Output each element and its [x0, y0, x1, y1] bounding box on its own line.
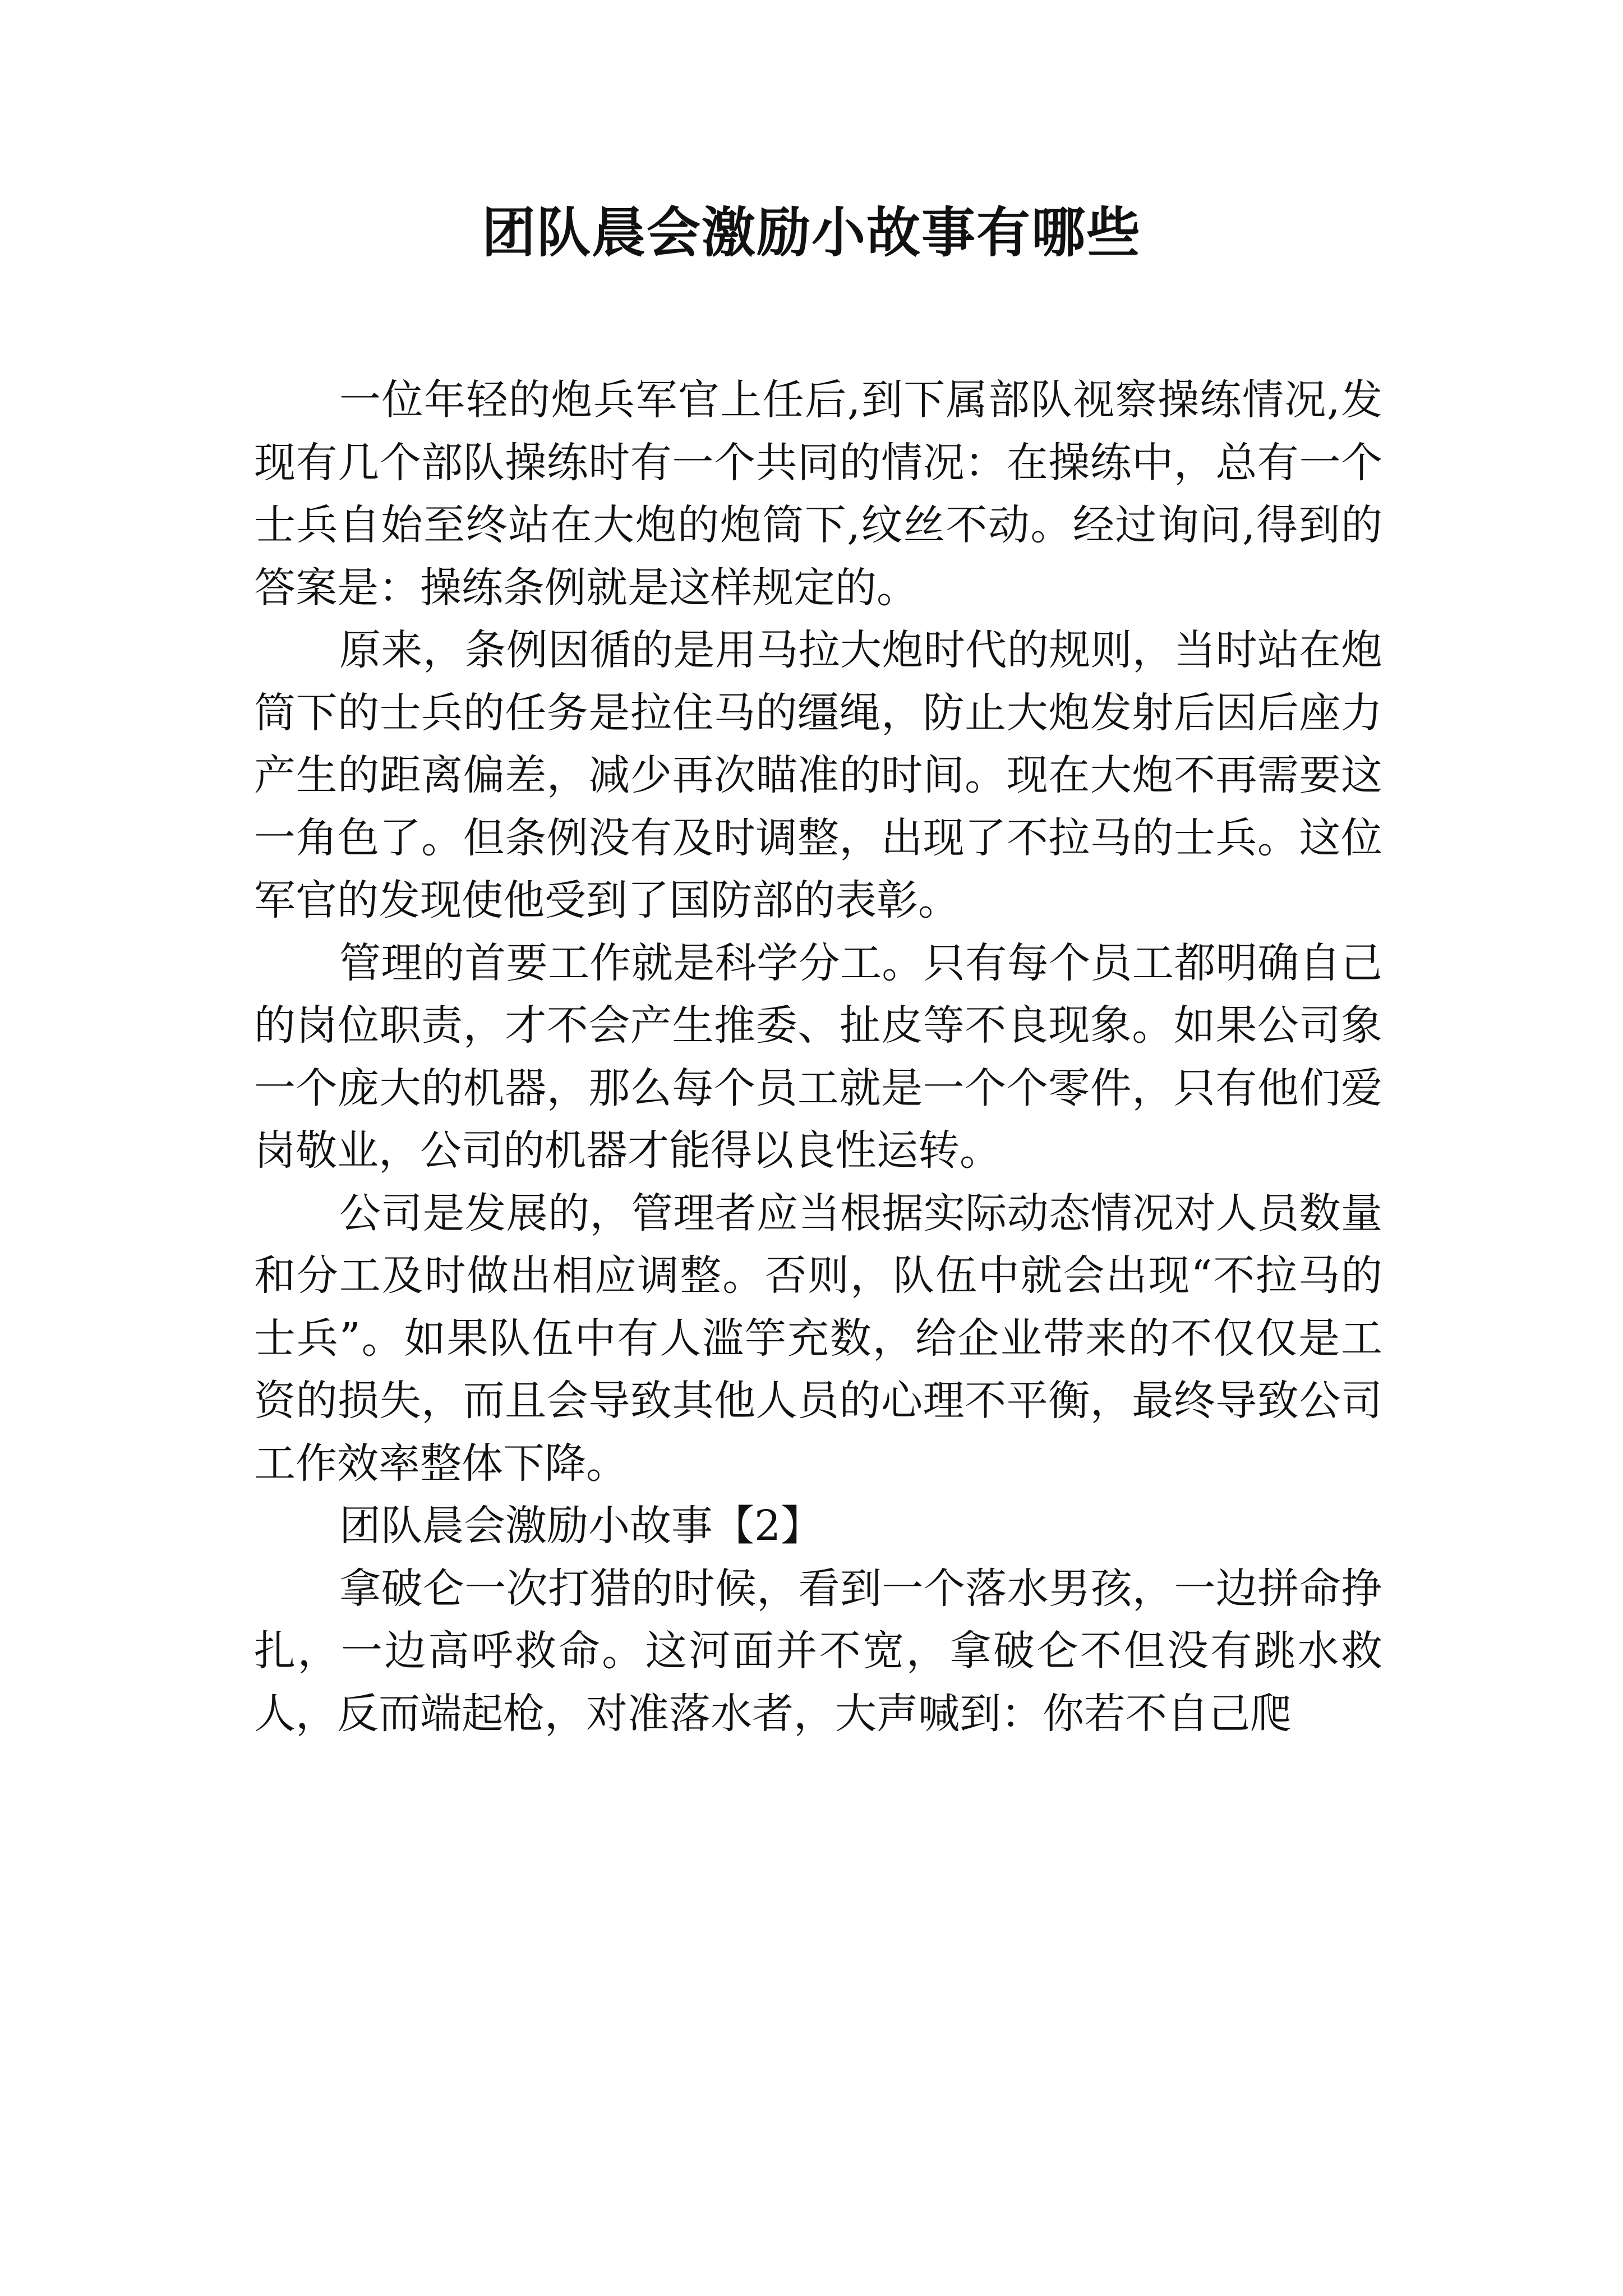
paragraph: 管理的首要工作就是科学分工。只有每个员工都明确自己的岗位职责，才不会产生推委、扯皮等不良现象。如果公司象一个庞大的机器，那么每个员工就是一个个零件，只有他们爱岗敬业，公司的机器才能得以良性运转。 — [254, 938, 1382, 1175]
paragraph: 拿破仑一次打猎的时候，看到一个落水男孩，一边拼命挣扎，一边高呼救命。这河面并不宽，拿破仑不但没有跳水救人，反而端起枪，对准落水者，大声喊到：你若不自己爬 — [254, 1564, 1382, 1738]
section-heading: 团队晨会激励小故事【2】 — [339, 1502, 823, 1550]
paragraph: 公司是发展的，管理者应当根据实际动态情况对人员数量和分工及时做出相应调整。否则，队伍中就会出现“不拉马的士兵”。如果队伍中有人滥竽充数，给企业带来的不仅仅是工资的损失，而且会导致其他人员的心理不平衡，最终导致公司工作效率整体下降。 — [254, 1189, 1382, 1488]
document-body — [254, 369, 1382, 1745]
paragraph: 一位年轻的炮兵军官上任后,到下属部队视察操练情况,发现有几个部队操练时有一个共同的情况：在操练中，总有一个士兵自始至终站在大炮的炮筒下,纹丝不动。经过询问,得到的答案是：操练条例就是这样规定的。 — [254, 376, 1382, 612]
document-title: 团队晨会激励小故事有哪些 — [482, 201, 1141, 264]
paragraph: 原来，条例因循的是用马拉大炮时代的规则，当时站在炮筒下的士兵的任务是拉住马的缰绳，防止大炮发射后因后座力产生的距离偏差，减少再次瞄准的时间。现在大炮不再需要这一角色了。但条例没有及时调整，出现了不拉马的士兵。这位军官的发现使他受到了国防部的表彰。 — [254, 626, 1382, 924]
